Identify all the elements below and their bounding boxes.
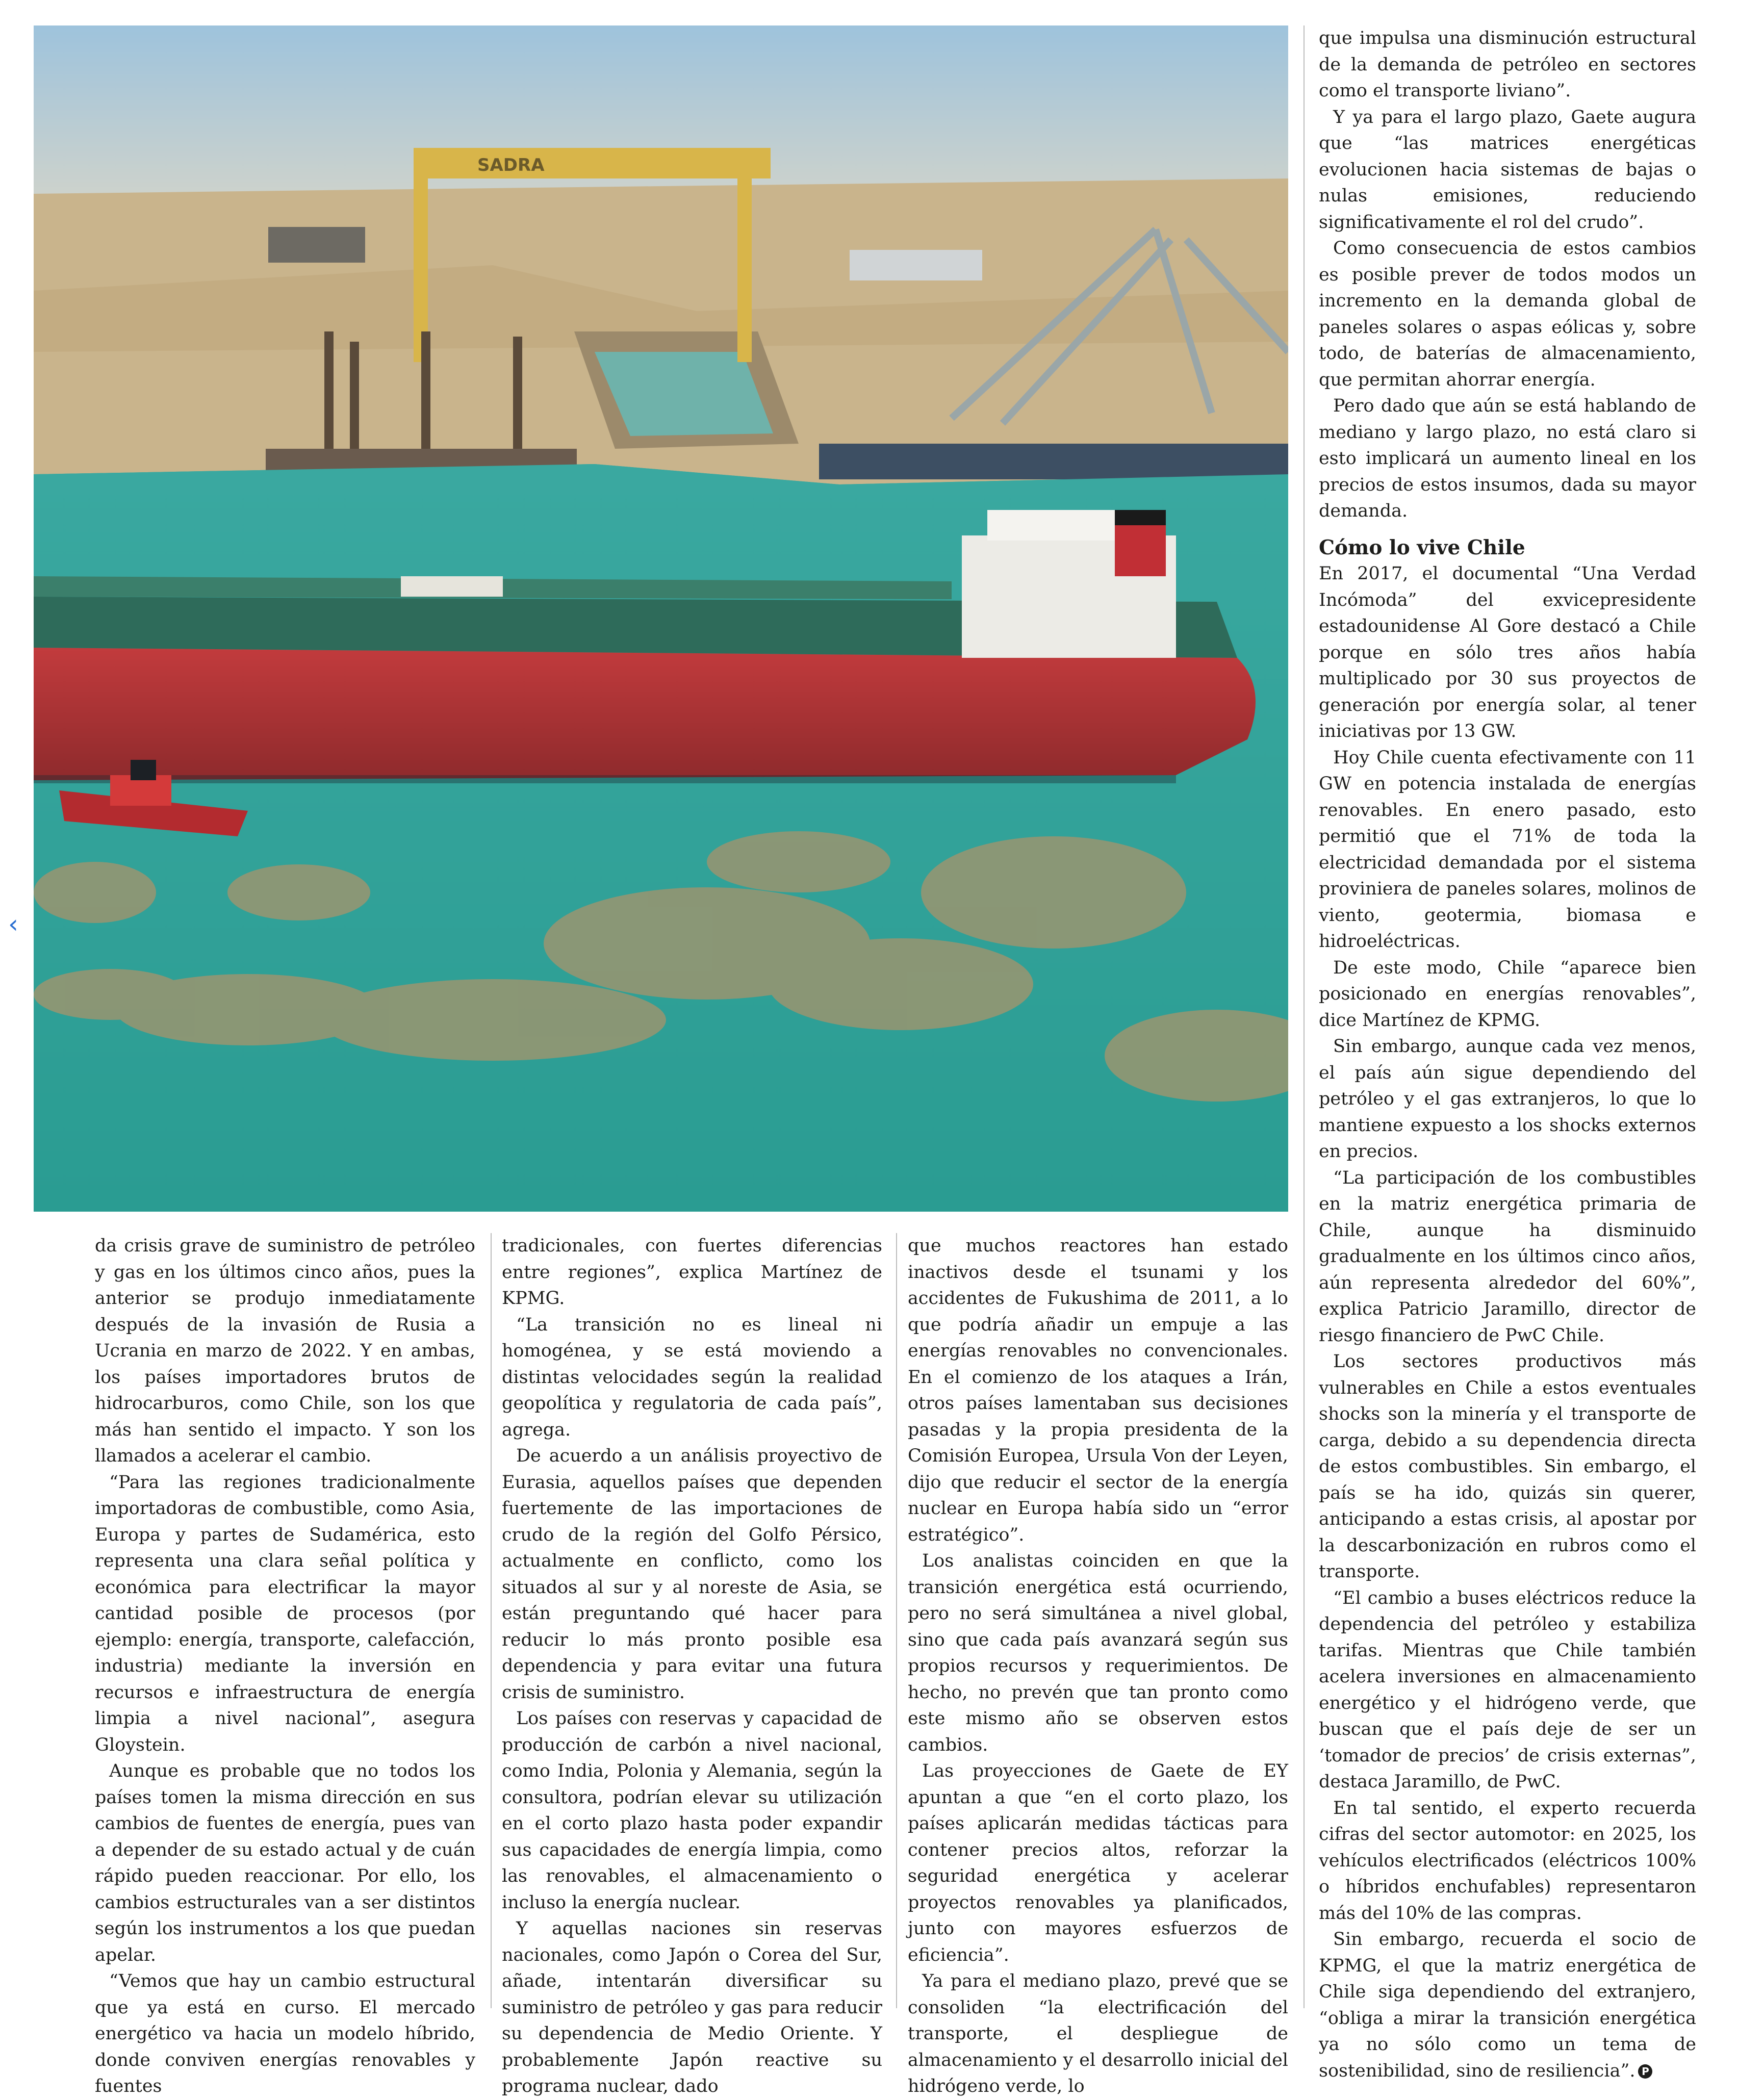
column-divider <box>491 1233 492 2008</box>
paragraph: “La transición no es lineal ni homogénea, y se está moviendo a distintas velocidades según la realidad geopolítica y regulatoria de cada país”, agrega. <box>502 1314 882 1440</box>
paragraph: “Vemos que hay un cambio estructural que ya está en curso. El mercado energético va hacia un modelo híbrido, donde conviven energías renovables y fuentes <box>95 1971 475 2096</box>
paragraph: Como consecuencia de estos cambios es posible prever de todos modos un incremento en la demanda global de paneles solares o aspas eólicas y, sobre todo, de baterías de almacenamiento, que permitan ahorrar energía. <box>1319 238 1696 390</box>
paragraph: Sin embargo, aunque cada vez menos, el país aún sigue dependiendo del petróleo y el gas extranjeros, lo que lo mantiene expuesto a los shocks externos en precios. <box>1319 1036 1696 1162</box>
paragraph: En tal sentido, el experto recuerda cifras del sector automotor: en 2025, los vehículos electrificados (eléctricos 100% o híbridos enchufables) representaron más del 10% de las compras. <box>1319 1798 1696 1924</box>
article-column-1 <box>95 1233 475 2100</box>
gantry-crane-beam <box>414 148 771 178</box>
article-column-3 <box>908 1233 1288 2100</box>
paragraph: Hoy Chile cuenta efectivamente con 11 GW en potencia instalada de energías renovables. En enero pasado, esto permitió que el 71% de toda la electricidad demandada por el sistema proviniera de paneles solares, molinos de viento, geotermia, biomasa e hidroeléctricas. <box>1319 747 1696 952</box>
article-photo <box>34 25 1288 1212</box>
paragraph: “El cambio a buses eléctricos reduce la dependencia del petróleo y estabiliza tarifas. Mientras que Chile también acelera inversiones en almacenamiento energético y el hidrógeno verde, que buscan que el país deje de ser un ‘tomador de precios’ de crisis externas”, destaca Jaramillo, de PwC. <box>1319 1587 1696 1792</box>
paragraph: que impulsa una disminución estructural de la demanda de petróleo en sectores como el transporte liviano”. <box>1319 28 1696 101</box>
gantry-sign: SADRA <box>477 155 545 175</box>
paragraph: Los analistas coinciden en que la transición energética está ocurriendo, pero no será simultánea a nivel global, sino que cada país avanzará según sus propios recursos y requerimientos. De hecho, no prevén que tan pronto como este mismo año se observen estos cambios. <box>908 1551 1288 1755</box>
paragraph: Aunque es probable que no todos los países tomen la misma dirección en sus cambios de fuentes de energía, pues van a depender de su estado actual y de cuán rápido pueden reaccionar. Por ello, los cambios estructurales van a ser distintos según los instrumentos a los que puedan apelar. <box>95 1761 475 1965</box>
paragraph: “Para las regiones tradicionalmente importadoras de combustible, como Asia, Europa y partes de Sudamérica, esto representa una clara señal política y económica para electrificar la mayor cantidad posible de procesos (por ejemplo: energía, transporte, calefacción, industria) mediante la inversión en recursos e infraestructura de energía limpia a nivel nacional”, asegura Gloystein. <box>95 1472 475 1755</box>
paragraph: da crisis grave de suministro de petróleo y gas en los últimos cinco años, pues la anterior se produjo inmediatamente después de la invasión de Rusia a Ucrania en marzo de 2022. Y en ambas, los países importadores brutos de hidrocarburos, como Chile, son los que más han sentido el impacto. Y son los llamados a acelerar el cambio. <box>95 1236 475 1466</box>
paragraph: Los países con reservas y capacidad de producción de carbón a nivel nacional, como India, Polonia y Alemania, según la consultora, podrían elevar su utilización en el corto plazo hasta poder expandir sus capacidades de energía limpia, como las renovables, el almacenamiento o incluso la energía nuclear. <box>502 1708 882 1913</box>
paragraph: Ya para el mediano plazo, prevé que se consoliden “la electrificación del transporte, el despliegue de almacenamiento y el desarrollo inicial del hidrógeno verde, lo <box>908 1971 1288 2096</box>
paragraph: tradicionales, con fuertes diferencias entre regiones”, explica Martínez de KPMG. <box>502 1236 882 1309</box>
paragraph: De este modo, Chile “aparece bien posicionado en energías renovables”, dice Martínez de KPMG. <box>1319 957 1696 1031</box>
end-of-article-icon: P <box>1638 2064 1652 2079</box>
paragraph: Pero dado que aún se está hablando de mediano y largo plazo, no está claro si esto implicará un aumento lineal en los precios de estos insumos, dada su mayor demanda. <box>1319 396 1696 521</box>
column-divider <box>896 1233 897 2008</box>
final-paragraph-text: Sin embargo, recuerda el socio de KPMG, el que la matriz energética de Chile siga dependiendo del extranjero, “obliga a mirar la transición energética ya no sólo como un tema de sostenibilidad, sino de resiliencia”. <box>1319 1929 1696 2081</box>
section-subheading: Cómo lo vive Chile <box>1319 535 1525 559</box>
paragraph: Las proyecciones de Gaete de EY apuntan a que “en el corto plazo, los países aplicarán medidas tácticas para contener precios altos, reforzar la seguridad energética y acelerar proyectos renovables ya planificados, junto con mayores esfuerzos de eficiencia”. <box>908 1761 1288 1965</box>
column-divider <box>1304 25 1305 2008</box>
paragraph: que muchos reactores han estado inactivos desde el tsunami y los accidentes de Fukushima de 2011, a lo que podría añadir un empuje a las energías renovables no convencionales. En el comienzo de los ataques a Irán, otros países lamentaban sus decisiones pasadas y la propia presidenta de la Comisión Europea, Ursula Von der Leyen, dijo que reducir el sector de la energía nuclear en Europa había sido un “error estratégico”. <box>908 1236 1288 1545</box>
port-tanker-illustration <box>34 25 1288 1212</box>
prev-page-icon[interactable]: ‹ <box>8 909 18 939</box>
article-column-4 <box>1319 25 1696 2084</box>
paragraph: Y aquellas naciones sin reservas nacionales, como Japón o Corea del Sur, añade, intentarán diversificar su suministro de petróleo y gas para reducir su dependencia de Medio Oriente. Y probablemente Japón reactive su programa nuclear, dado <box>502 1918 882 2096</box>
paragraph: “La participación de los combustibles en la matriz energética primaria de Chile, aunque ha disminuido gradualmente en los últimos cinco años, aún representa alrededor del 60%”, explica Patricio Jaramillo, director de riesgo financiero de PwC Chile. <box>1319 1167 1696 1346</box>
paragraph: De acuerdo a un análisis proyectivo de Eurasia, aquellos países que dependen fuertemente de las importaciones de crudo de la región del Golfo Pérsico, actualmente en conflicto, como los situados al sur y al noreste de Asia, se están preguntando qué hacer para reducir lo más pronto posible esa dependencia y para evitar una futura crisis de suministro. <box>502 1446 882 1703</box>
paragraph-final <box>1319 1927 1696 2084</box>
article-column-2 <box>502 1233 882 2100</box>
paragraph: Y ya para el largo plazo, Gaete augura que “las matrices energéticas evolucionen hacia sistemas de bajas o nulas emisiones, reduciendo significativamente el rol del crudo”. <box>1319 107 1696 233</box>
paragraph: En 2017, el documental “Una Verdad Incómoda” del exvicepresidente estadounidense Al Gore destacó a Chile porque en sólo tres años había multiplicado por 30 sus proyectos de generación por energía solar, al tener iniciativas por 13 GW. <box>1319 564 1696 741</box>
paragraph: Los sectores productivos más vulnerables en Chile a estos eventuales shocks son la minería y el transporte de carga, debido a su dependencia directa de estos combustibles. Sin embargo, el país se ha ido, quizás sin querer, anticipando a estas crisis, al apostar por la descarbonización en rubros como el transporte. <box>1319 1351 1696 1582</box>
